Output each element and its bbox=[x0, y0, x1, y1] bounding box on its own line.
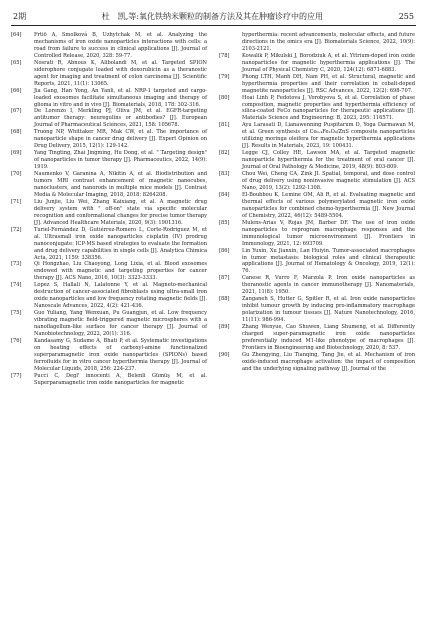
reference-text: hyperthermia: recent advancements, molecular effects, and future directions in the omics era [J]. Biomaterials Science, 2022, 10(9): 2103-2121. bbox=[242, 32, 415, 52]
reference-entry bbox=[11, 129, 207, 150]
reference-text: Truong NP, Whittaker MR, Mak CW, et al. The importance of nanoparticle shape in cancer drug delivery [J]. Expert Opinion on Drug Delivery, 2015, 12(1): 129-142. bbox=[34, 129, 207, 150]
reference-number: [66] bbox=[11, 87, 22, 94]
reference-number: [72] bbox=[11, 226, 22, 233]
reference-text: Legge CJ, Colley HE, Lawson MA, et al. Targeted magnetic nanoparticle hyperthermia for the treatment of oral cancer [J]. Journal of Oral Pathology & Medicine, 2019, 48(9): 803-809. bbox=[242, 150, 415, 171]
reference-number: [88] bbox=[219, 296, 230, 303]
reference-text: El-Boubbou K, Lemine OM, Ali R, et al. Evaluating magnetic and thermal effects of various polymerylated magnetic iron oxide nanoparticles for combined chemo-hyperthermia [J]. New Journal of Chemistry, 2022, 46(12): 5489-5504. bbox=[242, 191, 415, 219]
reference-text: Pucci C, Degl' innocenti A, Belenli Gümüş M, et al. Superparamagnetic iron oxide nanoparticles for magnetic bbox=[34, 372, 207, 386]
reference-entry bbox=[11, 108, 207, 129]
reference-number: [82] bbox=[219, 150, 230, 157]
running-title: 杜 凯,等:氧化铁纳米颗粒的制备方法及其在肿瘤诊疗中的应用 bbox=[101, 12, 324, 21]
reference-number: [89] bbox=[219, 324, 230, 331]
reference-entry bbox=[219, 220, 415, 248]
reference-text: Liu Junjie, Liu Wei, Zhang Kaixiang, et al. A magnetic drug delivery system with " off-on" state via specific molecular recognition and conformational changes for precise tumor therapy [J]. Advanced Healthcare Materials, 2020, 9(3): 1901316. bbox=[34, 198, 207, 226]
reference-text: Canese R, Vurro F, Marzola P. Iron oxide nanoparticles as theranostic agents in cancer immunotherapy [J]. Nanomaterials, 2021, 11(8): 1950. bbox=[242, 275, 415, 296]
reference-entry bbox=[11, 199, 207, 227]
reference-number: [83] bbox=[219, 171, 230, 178]
reference-entry bbox=[219, 95, 415, 123]
reference-number: [77] bbox=[11, 372, 22, 379]
reference-number: [71] bbox=[11, 198, 22, 205]
reference-text: Hoai Linh P, Fedotova J, Vorobyova S, et al. Correlation of phase composition, magnetic properties and hyperthermia efficiency of silica-coated FeCo nanoparticles for therapeutic applications [J]. Materials Science and Engineering: B, 2023, 295: 116571. bbox=[242, 94, 415, 122]
reference-text: Zanganeh S, Hutter G, Spitler R, et al. Iron oxide nanoparticles inhibit tumour growth by inducing pro-inflammatory macrophage polarization in tumour tissues [J]. Nature Nanotechnology, 2016, 11(11): 986-994. bbox=[242, 296, 415, 324]
reference-number: [84] bbox=[219, 191, 230, 198]
reference-entry bbox=[219, 171, 415, 192]
reference-entry bbox=[219, 74, 415, 95]
right-column bbox=[219, 32, 415, 387]
running-header bbox=[11, 12, 416, 26]
reference-number: [67] bbox=[11, 108, 22, 115]
reference-entry bbox=[219, 275, 415, 296]
reference-number: [80] bbox=[219, 94, 230, 101]
reference-entry bbox=[219, 192, 415, 220]
reference-number: [85] bbox=[219, 219, 230, 226]
reference-entry bbox=[11, 338, 207, 373]
reference-entry bbox=[219, 32, 415, 53]
reference-entry bbox=[11, 310, 207, 338]
reference-text: Mulens-Arias V, Rojas JM, Barber DF. The use of iron oxide nanoparticles to reprogram macrophage responses and the immunological tumor microenvironment [J]. Frontiers in Immunology, 2021, 12: 693709. bbox=[242, 219, 415, 247]
reference-columns bbox=[11, 32, 416, 387]
reference-number: [76] bbox=[11, 337, 22, 344]
reference-entry bbox=[11, 227, 207, 262]
reference-entry bbox=[11, 60, 207, 88]
reference-number: [73] bbox=[11, 261, 22, 268]
page-number: 255 bbox=[398, 12, 414, 21]
reference-text: Qi Hongzhao, Liu Chaoyong, Long Lixia, et al. Blood exosomes endowed with magnetic and targeting properties for cancer therapy [J]. ACS Nano, 2016, 10(3): 3323-3333. bbox=[34, 261, 207, 282]
reference-number: [68] bbox=[11, 129, 22, 136]
reference-entry bbox=[219, 296, 415, 324]
reference-entry bbox=[11, 282, 207, 310]
reference-entry bbox=[11, 171, 207, 199]
reference-number: [81] bbox=[219, 122, 230, 129]
reference-entry bbox=[219, 248, 415, 276]
reference-text: Ayu Larasati D, Lianawenning Puspitarum D, Yoga Darmawan M, et al. Green synthesis of Co₀.₄Fe₂O₄/ZnS composite nanoparticles utilizing moringa oleifera for magnetic hyperthermia applications [J]. Results in Materials, 2023, 19: 100431. bbox=[242, 122, 415, 150]
reference-text: De Lorenzo I, Merkling PJ, Oliva JM, et al. EGFR-targeting antitumor therapy: neuregulins or antibodies? [J]. European Journal of Pharmaceutical Sciences, 2021, 158: 105678. bbox=[34, 108, 207, 129]
reference-entry bbox=[11, 88, 207, 109]
reference-entry bbox=[11, 32, 207, 60]
reference-text: Turiel-Fernández D, Gutiérrez-Romero L, Corte-Rodriguez M, et al. Ultrasmall iron oxide nanoparticles cisplatin (IV) prodrug nanoconjugate: ICP-MS based strategies to evaluate the formation and drug delivery capabilities in single cells [J]. Analytica Chimica Acta, 2021, 1159: 338356. bbox=[34, 226, 207, 261]
reference-text: Kandasamy G, Sudame A, Bhati P, et al. Systematic investigations on heating effects of carboxyl-amine functionalized superparamagnetic iron oxide nanoparticles (SPIONs) based ferrofluids for in vitro cancer hyperthermia therapy [J]. Journal of Molecular Liquids, 2018, 256: 224-237. bbox=[34, 337, 207, 372]
reference-entry bbox=[219, 324, 415, 352]
reference-text: Gu Zhengying, Liu Tianqing, Tang Jie, et al. Mechanism of iron oxide-induced macrophage activation: the impact of composition and the underlying signaling pathway [J]. Journal of the bbox=[242, 351, 415, 372]
reference-number: [69] bbox=[11, 150, 22, 157]
reference-entry bbox=[219, 122, 415, 150]
left-column bbox=[11, 32, 207, 387]
reference-number: [87] bbox=[219, 275, 230, 282]
reference-entry bbox=[219, 150, 415, 171]
reference-text: Frtiö A, Smolková B, Uzhytchak M, et al. Analyzing the mechanisms of iron oxide nanoparticles interactions with cells: a road from failure to success in clinical applications [J]. Journal of Controlled Release, 2020, 328: 59-77. bbox=[34, 32, 207, 59]
reference-text: Yang Tingting, Zhai Jingming, Hu Dong, et al. " Targeting design" of nanoparticles in tumor therapy [J]. Pharmaceutics, 2022, 14(9): 1919. bbox=[34, 150, 207, 171]
reference-entry bbox=[219, 352, 415, 373]
issue-label: 2期 bbox=[13, 12, 27, 21]
reference-text: Lin Yuxin, Xu Jianxin, Lan Huiyin. Tumor-associated macrophages in tumor metastasis: biological roles and clinical therapeutic applications [J]. Journal of Hematology & Oncology, 2019, 12(1): 76. bbox=[242, 247, 415, 275]
reference-number: [90] bbox=[219, 351, 230, 358]
reference-text: Chou Wei, Cheng CA, Zink JI. Spatial, temporal, and dose control of drug delivery using noninvasive magnetic stimulation [J]. ACS Nano, 2019, 13(2): 1292-1308. bbox=[242, 171, 415, 191]
reference-entry bbox=[11, 150, 207, 171]
reference-number: [86] bbox=[219, 247, 230, 254]
reference-text: Jia Gang, Han Yong, An Yanli, et al. NRP-1 targeted and cargo-loaded exosomes facilitate simultaneous imaging and therapy of glioma in vitro and in vivo [J]. Biomaterials, 2018, 178: 302-316. bbox=[34, 87, 207, 108]
reference-entry bbox=[219, 53, 415, 74]
reference-number: [70] bbox=[11, 171, 22, 178]
reference-entry bbox=[11, 261, 207, 282]
reference-text: Nosrati R, Abnous K, Alibolandi M, et al. Targeted SPION siderophore conjugate loaded with doxorubicin as a theranostic agent for imaging and treatment of colon carcinoma [J]. Scientific Reports, 2021, 11(1): 13065. bbox=[34, 59, 207, 87]
reference-text: Phong LTH, Manh DH, Nam PH, et al. Structural, magnetic and hyperthermia properties and their correlation in cobalt-doped magnetite nanoparticles [J]. RSC Advances, 2022, 12(2): 698-707. bbox=[242, 73, 415, 94]
reference-number: [64] bbox=[11, 32, 22, 38]
reference-number: [75] bbox=[11, 310, 22, 317]
reference-text: Naumenko V, Garanina A, Nikitin A, et al. Biodistribution and tumors MRI contrast enhancement of magnetic nanocubes, nanoclusters, and nanorods in multiple mice models [J]. Contrast Media & Molecular Imaging, 2018, 2018: 8264208. bbox=[34, 171, 207, 198]
reference-text: Zhang Wenyue, Cao Shuwen, Liang Shumeng, et al. Differently charged super-paramagnetic iron oxide nanoparticles preferentially induced M1-like phenotype of macrophages [J]. Frontiers in Bioengineering and Biotechnology, 2020, 8: 537. bbox=[242, 324, 415, 351]
reference-entry bbox=[11, 373, 207, 387]
reference-number: [78] bbox=[219, 52, 230, 59]
reference-text: Guo Yuliang, Yang Wenxuan, Pu Guangjun, et al. Low frequency vibrating magnetic field-triggered magnetic microspheres with a nanoflagellum-like surface for cancer therapy [J]. Journal of Nanobiotechnology, 2022, 20(1): 316. bbox=[34, 310, 207, 337]
reference-text: Kowalik P, Mikulski J, Borodziuk A, et al. Yttrium-doped iron oxide nanoparticles for magnetic hyperthermia applications [J]. The Journal of Physical Chemistry C, 2020, 124(12): 6871-6883. bbox=[242, 52, 415, 73]
reference-text: Lopez S, Hallali N, Lalatonne Y, et al. Magneto-mechanical destruction of cancer-associated fibroblasts using ultra-small iron oxide nanoparticles and low frequency rotating magnetic fields [J]. Nanoscale Advances, 2022, 4(2): 421-436. bbox=[34, 282, 207, 310]
reference-number: [65] bbox=[11, 59, 22, 66]
reference-number: [79] bbox=[219, 73, 230, 80]
reference-number: [74] bbox=[11, 282, 22, 289]
